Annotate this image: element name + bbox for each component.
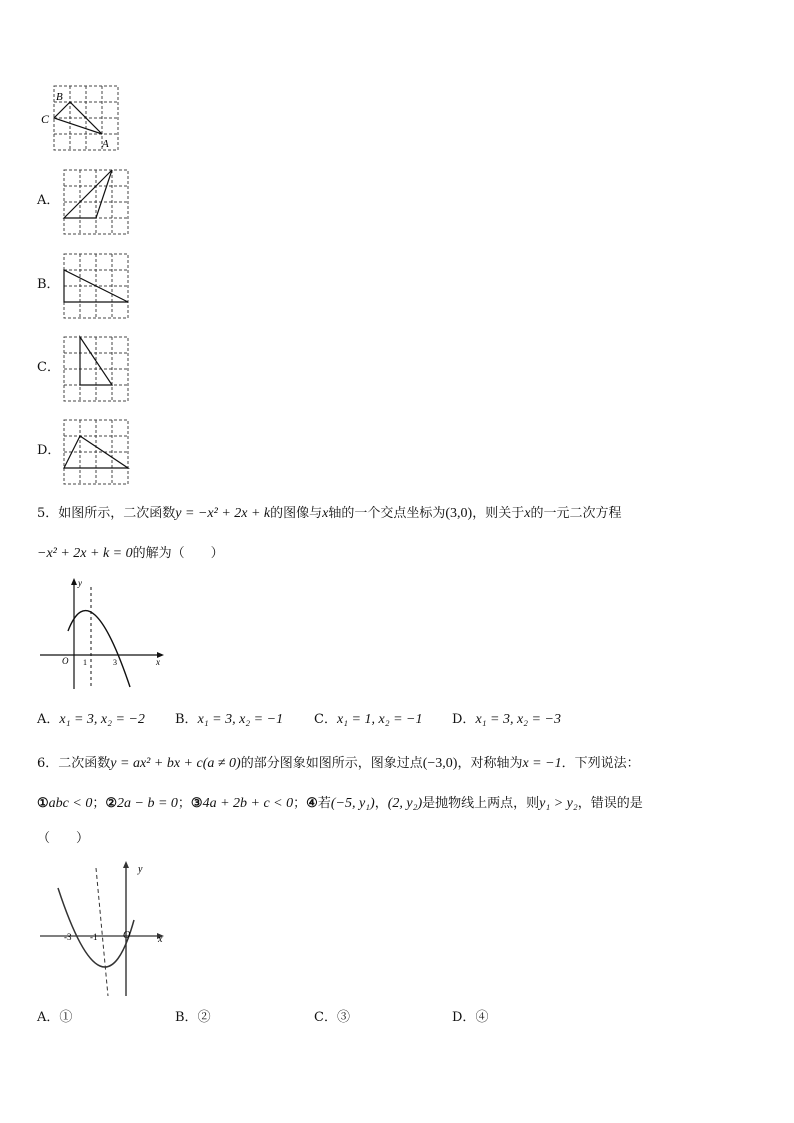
q5-number: 5． (37, 506, 59, 521)
q4-option-d-label[interactable]: D． (37, 443, 61, 458)
q6-equation: y = ax² + bx + c(a ≠ 0) (110, 756, 241, 771)
q6-symmetry-axis (96, 868, 108, 996)
q6-axis: x = −1 (522, 756, 562, 771)
q5-point: (3,0) (445, 506, 473, 521)
q6-answer-blank: （ ） (37, 831, 90, 846)
q5-tick-1: 1 (83, 658, 87, 667)
q5-graph (38, 575, 168, 693)
q5-option-c[interactable]: C．x₁ = 1, x₂ = −1 (314, 712, 423, 727)
q4-label-b: B (56, 91, 63, 103)
q6-option-c[interactable]: C．③ (314, 1010, 350, 1025)
q4-option-c-figure[interactable] (62, 335, 130, 403)
q6-parabola (58, 888, 134, 967)
q6-origin-label: O (123, 930, 131, 941)
q5-equation-2: −x² + 2x + k = 0 (37, 546, 133, 561)
q6-graph (38, 858, 168, 1000)
q5-text-1: 如图所示，二次函数 (58, 506, 176, 521)
q5-stem-line2 (37, 545, 224, 563)
q6-statement-1: abc < 0 (48, 796, 93, 811)
q4-option-a-figure[interactable] (62, 168, 130, 236)
q5-text-4: ，则关于 (472, 506, 525, 521)
q6-number: 6． (37, 756, 59, 771)
q5-var-x: x (322, 506, 329, 521)
q4-label-a: A (102, 138, 109, 150)
q5-parabola (68, 611, 130, 687)
q5-stem-line1 (37, 505, 621, 523)
q6-statement-3: 4a + 2b + c < 0 (202, 796, 294, 811)
q4-option-a-label[interactable]: A． (37, 193, 60, 208)
q4-option-b-label[interactable]: B． (37, 277, 60, 292)
q5-option-a[interactable]: A．x₁ = 3, x₂ = −2 (37, 712, 145, 727)
q4-label-c: C (41, 112, 50, 126)
q6-stem-line1: 6．二次函数y = ax² + bx + c(a ≠ 0)的部分图象如图所示，图象过点(−3,0)，对称轴为x = −1．下列说法： (37, 756, 640, 771)
q6-option-a[interactable]: A．① (37, 1010, 73, 1025)
q6-tick-minus3: -3 (64, 932, 72, 942)
q5-var-x2: x (524, 506, 531, 521)
q6-point: (−3,0) (422, 756, 458, 771)
q6-statements: ①abc < 0；②2a − b = 0；③4a + 2b + c < 0；④若(−5, y₁)，(2, y₂)是抛物线上两点，则y₁ > y₂，错误的是 (37, 796, 643, 811)
q6-option-d[interactable]: D．④ (452, 1010, 489, 1025)
q6-tick-minus1: -1 (90, 932, 98, 942)
q6-statement-2: 2a − b = 0 (117, 796, 178, 811)
q5-text-5: 的一元二次方程 (530, 506, 622, 521)
q4-option-c-label[interactable]: C． (37, 360, 60, 375)
q4-main-figure (40, 84, 122, 154)
q6-option-b[interactable]: B．② (175, 1010, 211, 1025)
q5-text-3: 轴的一个交点坐标为 (328, 506, 446, 521)
q5-tick-3: 3 (113, 658, 117, 667)
q6-y-label: y (138, 864, 143, 875)
q5-text-6: 的解为（ ） (132, 546, 224, 561)
q5-option-d[interactable]: D．x₁ = 3, x₂ = −3 (452, 712, 561, 727)
q4-option-b-figure[interactable] (62, 252, 130, 320)
q5-equation: y = −x² + 2x + k (175, 506, 271, 521)
q5-origin-label: O (62, 656, 69, 666)
q5-y-label: y (78, 578, 82, 588)
q4-option-d-figure[interactable] (62, 418, 130, 486)
q6-x-label: x (158, 934, 163, 945)
q5-x-label: x (156, 657, 160, 667)
q5-option-b[interactable]: B．x₁ = 3, x₂ = −1 (175, 712, 284, 727)
q5-text-2: 的图像与 (270, 506, 323, 521)
